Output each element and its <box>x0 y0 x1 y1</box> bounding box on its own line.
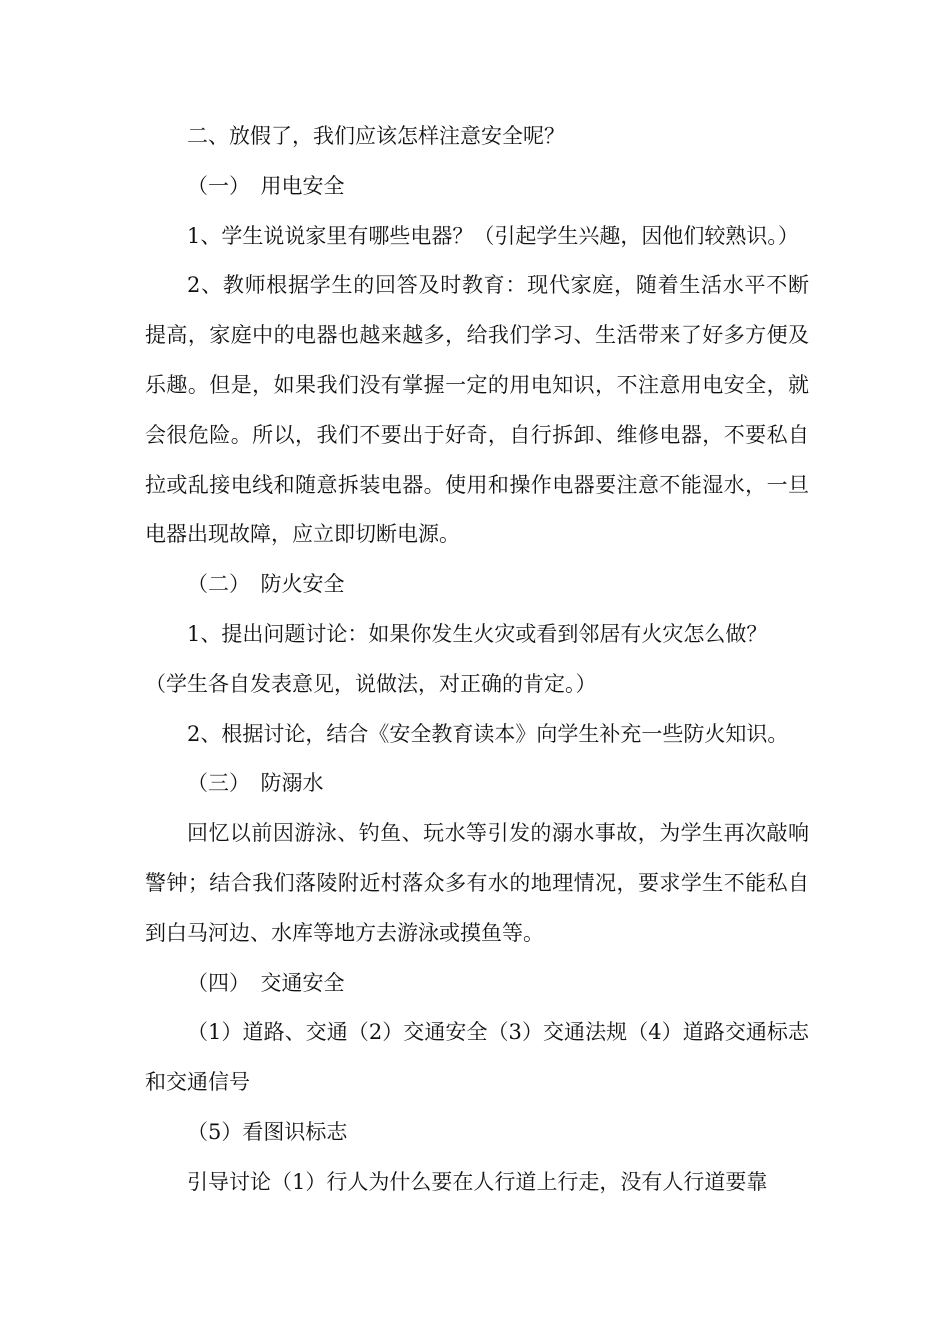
paragraph-drowning-body: 回忆以前因游泳、钓鱼、玩水等引发的溺水事故，为学生再次敲响警钟；结合我们落陵附近村落众多有水的地理情况，要求学生不能私自到白马河边、水库等地方去游泳或摸鱼等。 <box>145 821 809 945</box>
paragraph-electric-item-1: 1、学生说说家里有哪些电器？（引起学生兴趣，因他们较熟识。） <box>187 223 799 248</box>
paragraph-fire-safety-heading: （二） 防火安全 <box>187 572 345 597</box>
paragraph-fire-item-1-note: （学生各自发表意见，说做法，对正确的肯定。） <box>145 671 597 696</box>
paragraph-fire-item-1: 1、提出问题讨论：如果你发生火灾或看到邻居有火灾怎么做？ <box>187 621 768 646</box>
paragraph-fire-item-2: 2、根据讨论，结合《安全教育读本》向学生补充一些防火知识。 <box>187 721 789 746</box>
paragraph-traffic-discussion: 引导讨论（1）行人为什么要在人行道上行走，没有人行道要靠 <box>187 1169 768 1194</box>
paragraph-electric-item-2: 2、教师根据学生的回答及时教育：现代家庭，随着生活水平不断提高，家庭中的电器也越来越多，给我们学习、生活带来了好多方便及乐趣。但是，如果我们没有掌握一定的用电知识，不注意用电安全，就会很危险。所以，我们不要出于好奇，自行拆卸、维修电器，不要私自拉或乱接电线和随意拆装电器。使用和操作电器要注意不能湿水，一旦电器出现故障，应立即切断电源。 <box>145 273 809 547</box>
paragraph-electric-safety-heading: （一） 用电安全 <box>187 173 345 198</box>
paragraph-traffic-signs: （5）看图识标志 <box>187 1119 348 1144</box>
paragraph-drowning-heading: （三） 防溺水 <box>187 771 324 796</box>
paragraph-traffic-heading: （四） 交通安全 <box>187 970 345 995</box>
paragraph-traffic-topics: （1）道路、交通（2）交通安全（3）交通法规（4）道路交通标志和交通信号 <box>145 1020 809 1095</box>
document-body <box>145 112 809 1208</box>
paragraph-holiday-safety-heading: 二、放假了，我们应该怎样注意安全呢？ <box>187 124 565 148</box>
